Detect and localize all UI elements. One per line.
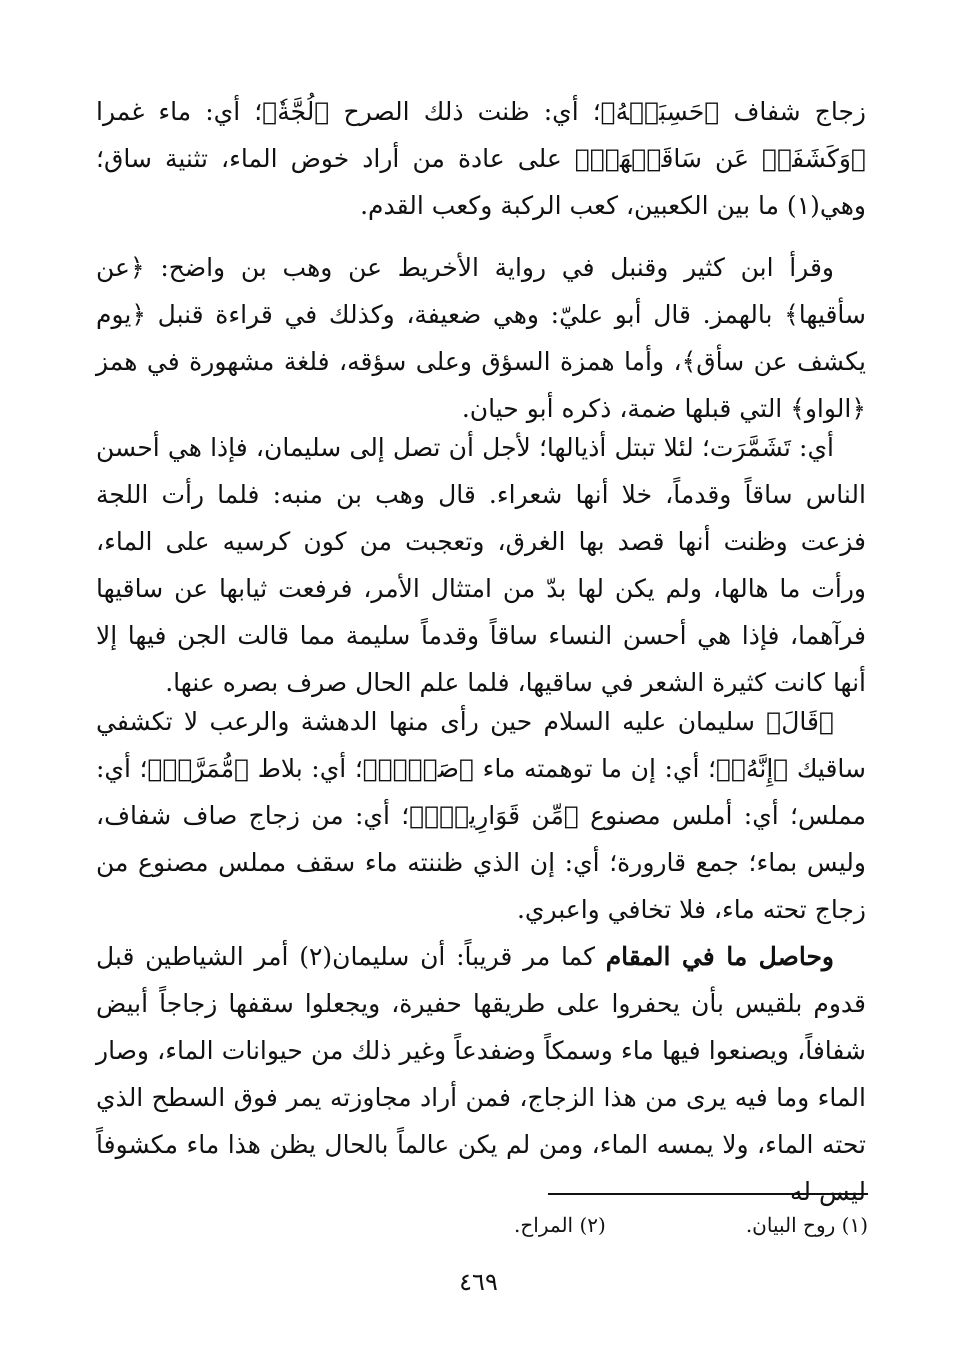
page-number: ٤٦٩	[459, 1268, 498, 1296]
paragraph-2-text: وقرأ ابن كثير وقنبل في رواية الأخريط عن وهب بن واضح: ﴿عن سأقيها﴾ بالهمز. قال أبو عليّ: وهي ضعيفة، وكذلك في قراءة قنبل ﴿يوم يكشف عن سأق﴾، وأما همزة السؤق وعلى سؤقه، فلغة مشهورة في همز ﴿الواو﴾ التي قبلها ضمة، ذكره أبو حيان.	[96, 253, 866, 423]
paragraph-3	[96, 424, 866, 706]
paragraph-2	[96, 244, 866, 432]
paragraph-1	[96, 88, 866, 229]
paragraph-5-body: كما مر قريباً: أن سليمان(٢) أمر الشياطين قبل قدوم بلقيس بأن يحفروا على طريقها حفيرة، ويجعلوا سقفها زجاجاً أبيض شفافاً، ويصنعوا فيها ماء وسمكاً وضفدعاً وغير ذلك من حيوانات الماء، وصار الماء وما فيه يرى من هذا الزجاج، فمن أراد مجاوزته يمر فوق السطح الذي تحته الماء، ولا يمسه الماء، ومن لم يكن عالماً بالحال يظن هذا ماء مكشوفاً ليس له	[96, 942, 866, 1206]
paragraph-3-text: أي: تَشَمَّرَت؛ لئلا تبتل أذيالها؛ لأجل أن تصل إلى سليمان، فإذا هي أحسن الناس ساقاً وقدماً، خلا أنها شعراء. قال وهب بن منبه: فلما رأت اللجة فزعت وظنت أنها قصد بها الغرق، وتعجبت من كون كرسيه على الماء، ورأت ما هالها، ولم يكن لها بدّ من امتثال الأمر، فرفعت ثيابها عن ساقيها فرآهما، فإذا هي أحسن النساء ساقاً وقدماً سليمة مما قالت الجن فيها إلا أنها كانت كثيرة الشعر في ساقيها، فلما علم الحال صرف بصره عنها.	[96, 433, 866, 697]
paragraph-5	[96, 933, 866, 1215]
paragraph-4	[96, 698, 866, 933]
paragraph-4-text: ﴿قَالَ﴾ سليمان عليه السلام حين رأى منها الدهشة والرعب لا تكشفي ساقيك ﴿إِنَّهُۥ﴾؛ أي: إن ما توهمته ماء ﴿صَرۡحٞ﴾؛ أي: بلاط ﴿مُّمَرَّدٞ﴾؛ أي: مملس؛ أي: أملس مصنوع ﴿مِّن قَوَارِيرَۗ﴾؛ أي: من زجاج صاف شفاف، وليس بماء؛ جمع قارورة؛ أي: إن الذي ظننته ماء سقف مملس مصنوع من زجاج تحته ماء، فلا تخافي واعبري.	[96, 707, 866, 924]
footnotes	[300, 1210, 868, 1240]
footnote-1: (١) روح البيان.	[745, 1213, 868, 1237]
paragraph-5-text	[96, 933, 866, 1215]
footnote-2: (٢) المراح.	[514, 1213, 606, 1237]
paragraph-5-lead: وحاصل ما في المقام	[605, 942, 834, 971]
footnote-divider	[548, 1193, 868, 1195]
paragraph-1-text: زجاج شفاف ﴿حَسِبَتۡهُ﴾؛ أي: ظنت ذلك الصرح ﴿لُجَّةٗ﴾؛ أي: ماء غمرا ﴿وَكَشَفَتۡ عَن سَاقَيۡهَاۚ﴾ على عادة من أراد خوض الماء، تثنية ساق؛ وهي(١) ما بين الكعبين، كعب الركبة وكعب القدم.	[96, 97, 866, 220]
